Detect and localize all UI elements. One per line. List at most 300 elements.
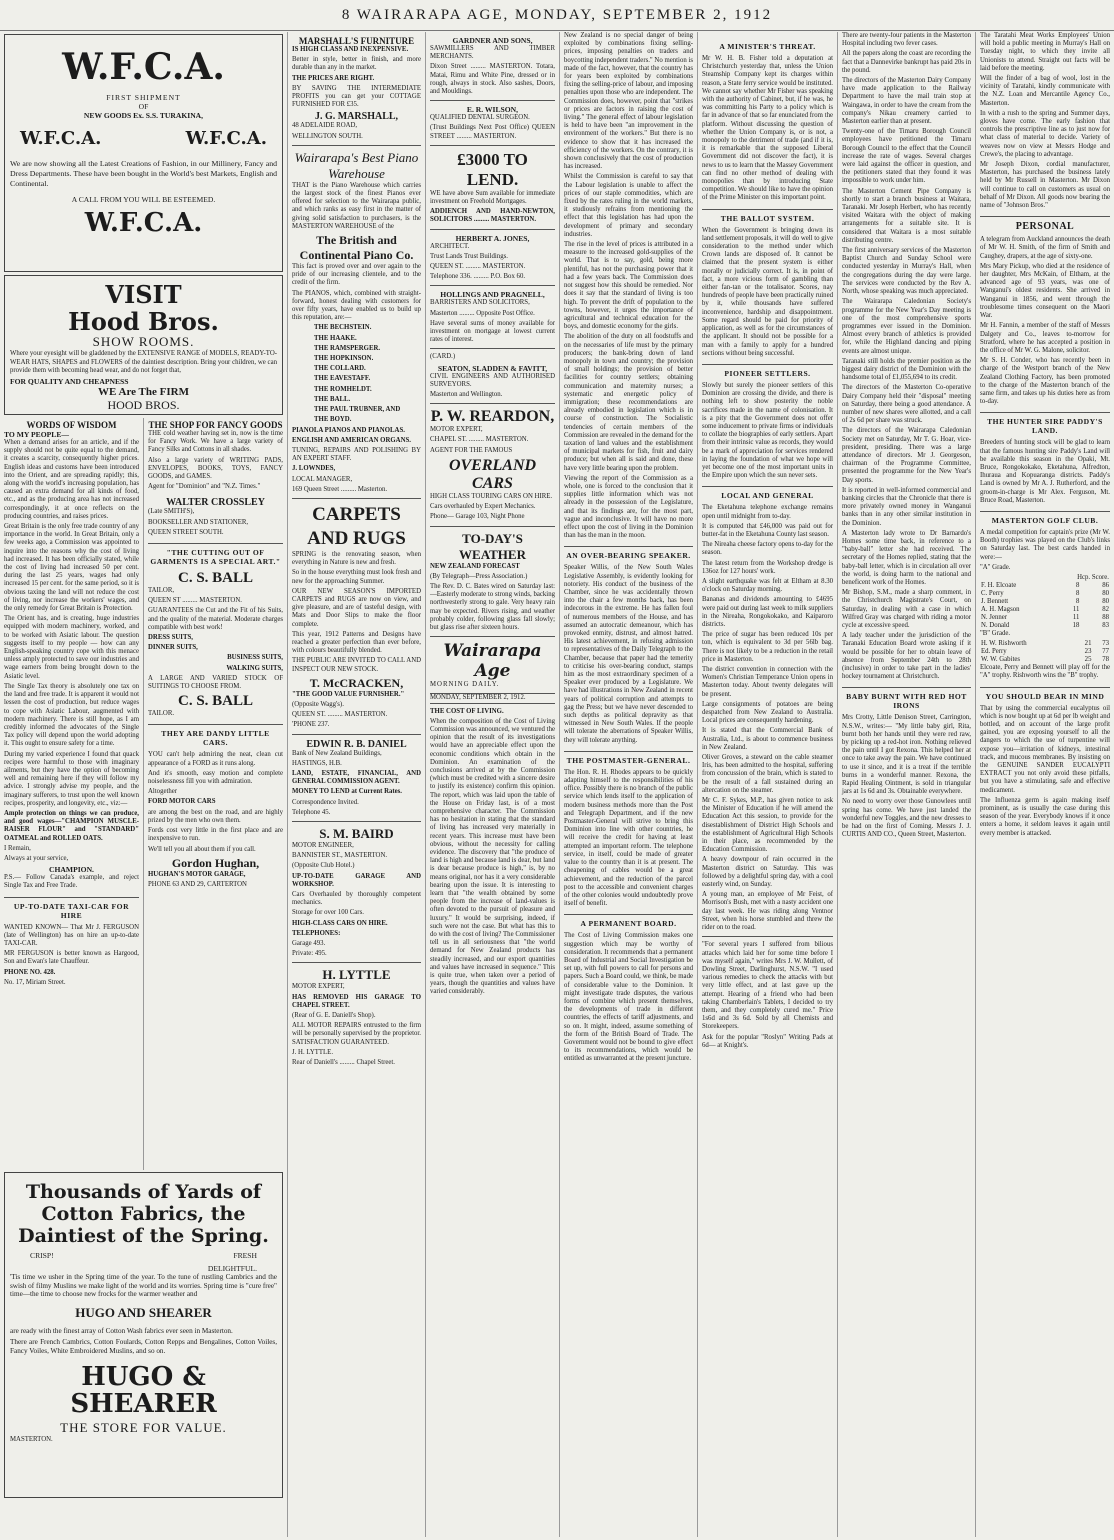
baird-hire: HIGH-CLASS CARS ON HIRE. <box>292 919 388 927</box>
carpets-title: CARPETS AND RUGS <box>307 503 406 549</box>
lend-firm: ADDIENCH AND HAND-NEWTON, SOLICITORS ......... MASTERTON. <box>430 208 555 224</box>
marshall-title: MARSHALL'S FURNITURE <box>298 36 415 46</box>
wfca-advert <box>4 34 283 272</box>
hugo-shearer-advert <box>4 1172 283 1498</box>
c4-p2: Whilst the Commission is careful to say that the Labour legislation is unable to affect the prices of our staple commodities, which are fixed by the rates ruling in the world markets, it studiously refrains from mentioning the effect that this legislation has had upon the development of primary and secondary industries. <box>564 173 693 238</box>
baird-role: MOTOR ENGINEER, <box>292 842 354 849</box>
reardon-hire: HIGH CLASS TOURING CARS ON HIRE. <box>430 492 553 500</box>
golf-score: 82 <box>1102 605 1109 613</box>
carpets-opp: (Opposite Wagg's). <box>292 700 344 708</box>
marshall-prices: THE PRICES ARE RIGHT. <box>292 74 375 82</box>
golf-score: 88 <box>1102 613 1109 621</box>
piano-makers-list <box>292 324 421 424</box>
jones-addr: Trust Lands Trust Buildings. <box>430 252 508 260</box>
hugo-body3: There are French Cambrics, Cotton Foulards, Cotton Repps and Bengalines, Cotton Voiles, Fancy Voiles, White Embroidered Muslins, and so on. <box>10 1338 277 1355</box>
ball-body: GUARANTEES the Cut and the Fit of his Suits, and the quality of the material. Moderate charges compatible with best work! <box>148 607 283 631</box>
golf-handicap: 21 <box>1084 640 1092 648</box>
carpets-phone: 'PHONE 237. <box>292 721 330 729</box>
wisdom-sign: CHAMPION. <box>49 865 94 875</box>
piano-maker: THE HOPKINSON. <box>314 355 374 363</box>
hood-quality: FOR QUALITY AND CHEAPNESS <box>10 376 129 386</box>
wfca-of: OF <box>138 101 149 111</box>
c5-p4: The Eketahuna telephone exchange remains open until midnight from to-day. <box>702 504 833 520</box>
weather-body: The Rev. D. C. Bates wired on Saturday last:—Easterly moderate to strong winds, backing northwesterly strong to gale. Very heavy rain may be expected. Rivers rising, and weather probably colder, following glass fall slowly; but glass rise after sixteen hours. <box>430 582 555 631</box>
shop-body2: Also a large variety of WRITING PADS, ENVELOPES, BOOKS, TOYS, FANCY GOODS, and GAMES. <box>148 456 283 481</box>
baird-tel: TELEPHONES: <box>292 929 341 937</box>
c5-p11: The district convention in connection with the Women's Christian Temperance Union opens in Masterton today. About twenty delegates will be present. <box>702 666 833 698</box>
c5-p8: A slight earthquake was felt at Eltham at 8.30 o'clock on Saturday morning. <box>702 577 833 594</box>
wfca-footer: W.F.C.A. <box>84 207 203 238</box>
shop-title: THE SHOP FOR FANCY GOODS <box>148 420 283 430</box>
gardner-sub: SAWMILLERS AND TIMBER MERCHANTS. <box>430 45 555 61</box>
c7-p5: A telegram from Auckland announces the death of Mr W. H. Smith, of the firm of Smith and Caughey, drapers, at the age of sixty-one. <box>980 236 1110 260</box>
gardner-title: GARDNER AND SONS, <box>452 36 533 45</box>
carpets-body3: OUR NEW SEASON'S IMPORTED CARPETS and RUGS are now on view, and give pleasure, and are of tasteful design, with Mats and Door Slips to make the floor complete. <box>292 587 421 628</box>
wilson-name: E. R. WILSON, <box>466 105 519 115</box>
reardon-agent: AGENT FOR THE FAMOUS <box>430 446 513 454</box>
golf-handicap: 25 <box>1084 656 1092 664</box>
column-6 <box>838 32 976 1537</box>
piano-body3: The PIANOS, which, combined with straight-forward, honest dealing with customers for over fifty years, have enabled us to build up this reputation, are:— <box>292 289 421 322</box>
shop-body: THE cold weather having set in, now is the time for Fancy Work. We have a large variety of Fancy Silks and Cottons in all shades. <box>148 430 283 454</box>
cars-title: THEY ARE DANDY LITTLE CARS. <box>148 724 283 747</box>
wfca-right: W.F.C.A. <box>185 127 267 149</box>
column-2 <box>288 32 426 1537</box>
lyttle-addr: Rear of Daniell's ......... Chapel Street. <box>292 1059 395 1067</box>
hugo-town: MASTERTON. <box>10 1436 53 1444</box>
column-4 <box>560 32 698 1537</box>
hugo-big: HUGO & SHEARER <box>70 1361 217 1419</box>
c6-p7: The Wairarapa Caledonian Society's programme for the New Year's Day meeting is one of the most comprehensive sports programmes ever issued in the Dominion. Almost every branch of athletics is provided for, while the Highland dancing and piping events are almost unique. <box>842 298 971 355</box>
marshall-body: Better in style, better in finish, and more durable than any in the market. <box>292 56 421 72</box>
c5-p10: The price of sugar has been reduced 10s per ton, which is equivalent to 3d per 56lb bag. There is not likely to be a reduction in the retail price in Masterton. <box>702 631 833 663</box>
gardner-body: Dixon Street ......... MASTERTON. Totara, Matai, Rimu and White Pine, dressed or in rough, always in stock. Also sashes, Doors, and Mouldings. <box>430 63 555 96</box>
piano-maker: THE BALL. <box>314 395 351 403</box>
golf-score: 80 <box>1102 597 1109 605</box>
golf-score-row <box>980 590 1110 598</box>
wfca-body: We are now showing all the Latest Creations of Fashion, in our Millinery, Fancy and Dress Departments. These have been bought in the World's best Markets, English and Continental. <box>10 158 277 188</box>
hugo-body: 'Tis time we usher in the Spring time of the year. To the tune of rustling Cambrics and the swish of filmy Muslins we make light of the world and its worries. Spring time is "cure free" time—the time to choose new frocks for the warmer weather and <box>10 1273 277 1299</box>
wisdom-remain: I Remain, <box>4 844 31 852</box>
c7-personal: PERSONAL <box>980 216 1110 232</box>
cars-call: We'll tell you all about them if you call. <box>148 845 256 853</box>
piano-maker: THE BOYD. <box>314 416 352 424</box>
words-of-wisdom-advert <box>4 418 139 1170</box>
piano-maker: THE BECHSTEIN. <box>314 324 372 332</box>
c6-p12: A Masterton lady wrote to Dr Barnardo's Homes some time back, in reference to a "baby-ball" letter she had received. The secretary of the Homes replied, stating that the baby-ball letter, which is in circulation all over the world, is doing harm to the national and beneficent work of the Homes. <box>842 529 971 586</box>
daniel-money: MONEY TO LEND at Current Rates. <box>292 788 403 796</box>
shop-agent: Agent for "Dominion" and "N.Z. Times." <box>148 483 261 491</box>
piano-role: LOCAL MANAGER, <box>292 475 353 483</box>
c4-p4: The abolition of the duty on all foodstuffs and on the necessaries of life must by the primary producers; the bank-bring down of land monopoly in town and country; the provision of small holdings; the provision of better facilities for country settlers; obtaining communication and maternity nurses; a systematic and energetic policy of immigration; these recommendations are already embodied in legislation which is in course of construction. The Socialistic tendencies of certain members of the Commission are revealed in the demand for the taxation of land values and the establishment of municipal markets for fish, fruit and dairy produce; but when all is said and done, these have very little bearing upon the problem. <box>564 333 693 472</box>
daniel-body: LAND, ESTATE, FINANCIAL, AND GENERAL COMMISSION AGENT. <box>292 769 421 786</box>
golf-score-row <box>980 622 1110 630</box>
hood-firm-name: HOOD BROS. <box>107 397 180 412</box>
jones-street: QUEEN ST. ......... MASTERTON. <box>430 263 526 271</box>
golf-player-name: A. H. Magson <box>981 605 1020 613</box>
c4-h1: AN OVER-BEARING SPEAKER. <box>564 546 693 560</box>
golf-player-name: N. Jenner <box>981 613 1008 621</box>
hood-name: Hood Bros. <box>68 307 219 337</box>
wisdom-p3: The Orient has, and is creating, huge industries equipped with modern machinery, worked, and to be worked with Asiatic labour. The question suggests itself to my people — how can any English-speaking country cope with this menace unless amply protected to save our industries and wage earners from being brought down to the Asiatic level. <box>4 615 139 680</box>
reardon-addr: CHAPEL ST. ......... MASTERTON. <box>430 436 529 444</box>
c6-p1: There are twenty-four patients in the Masterton Hospital including two fever cases. <box>842 32 971 48</box>
golf-handicap: 8 <box>1075 589 1080 597</box>
c5-p6: The Nireaha cheese factory opens to-day for the season. <box>702 541 833 557</box>
hugo-tag: THE STORE FOR VALUE. <box>60 1420 227 1436</box>
marshall-town: WELLINGTON SOUTH. <box>292 132 363 140</box>
c7-grade-a: "A" Grade. <box>980 563 1011 571</box>
hood-visit: VISIT <box>105 280 182 309</box>
baird-storage: Storage for over 100 Cars. <box>292 909 364 917</box>
ball-l2: DINNER SUITS, <box>148 644 198 652</box>
c7-bear-head: YOU SHOULD BEAR IN MIND <box>980 687 1110 701</box>
wfca-shipment: FIRST SHIPMENT <box>106 92 181 102</box>
c6-p11: It is reported in well-informed commercial and banking circles that the Chronicle that there is more privately owned money in Wanganui banks than in any other similar institution in the Dominion. <box>842 486 971 527</box>
jones-name: HERBERT A. JONES, <box>455 233 530 243</box>
golf-score-row <box>980 614 1110 622</box>
c5-p3: Slowly but surely the pioneer settlers of this Dominion are crossing the divide, and there is nothing left to show posterity the noble sacrifices made in the name of colonisation. It is a pity that the Government does not offer some inducement to private firms or individuals to collate the biographies of early settlers. Apart from their intrinsic value as records, they would be a mark of appreciation for services rendered in laying the foundation of what we hope will yet become one of the most important units in the Empire upon which the sun never sets. <box>702 381 833 480</box>
cars-body: YOU can't help admiring the neat, clean cut appearance of a FORD as it runs along. <box>148 751 283 767</box>
golf-score: 78 <box>1102 656 1109 664</box>
c6-p4: Twenty-one of the Timaru Borough Council employees have petitioned the Timaru Borough Council to the effect that the Council increase the rate of wages. Several charges were laid against the officer in question, and the petitioners stated that they found it was impossible to work under him. <box>842 128 971 185</box>
c6-baby-head: BABY BURNT WITH RED HOT IRONS <box>842 687 971 710</box>
golf-score-row <box>980 598 1110 606</box>
c5-p17: A young man, an employee of Mr Feist, of Morrison's Bush, met with a nasty accident one day last week. He was riding along Ventnor Street, when his horse stumbled and threw the rider on to the road. <box>702 891 833 932</box>
ball-l3: BUSINESS SUITS, <box>227 654 283 662</box>
hollings-addr: Masterton ......... Opposite Post Office. <box>430 309 535 317</box>
column-1 <box>0 32 288 1537</box>
daniel-bank: Bank of New Zealand Buildings, <box>292 749 382 757</box>
c4-p8: The Cost of Living Commission makes one suggestion which may be worthy of consideration. It recommends that a permanent Board of Industrial and Social Investigation be set up, with full powers to call for persons and papers. Such a Board could, we think, be made of considerable value to the Dominion. It might investigate trade disputes, the various forms of combine which present themselves, the developments of trade in different countries, the effects of tariff adjustments, and so on. It might, indeed, assume something of the form of the British Board of Trade. The Government would not be bound to give effect to its recommendations, which would be entitled as unwarranted at the present juncture. <box>564 932 693 1063</box>
hood-firm: WE Are The FIRM <box>98 385 189 398</box>
golf-handicap: 8 <box>1075 597 1080 605</box>
ball-tailor: TAILOR, <box>148 587 175 595</box>
piano-players: PIANOLA PIANOS AND PIANOLAS. <box>292 426 405 434</box>
c5-p7: The latest return from the Workshop dredge is 136oz for 127 hours' work. <box>702 559 833 575</box>
golf-score: 83 <box>1102 621 1109 629</box>
hugo-delightful: DELIGHTFUL. <box>207 1264 257 1273</box>
hollings-role: BARRISTERS AND SOLICITORS, <box>430 299 530 307</box>
cars-garage: HUGHAN'S MOTOR GARAGE, <box>148 870 246 878</box>
c4-p6: Speaker Willis, of the New South Wales Legislative Assembly, is evidently looking for notoriety. His conduct of the business of the Chamber, since he was accidentally thrown into the chair a few months back, has been indecorous in the extreme. He has fallen foul of numerous members of the House, and has assumed an autocratic demeanour, which has provoked enmity, distrust, and almost hatred. His latest achievement, in refusing admission to representatives of the Daily Telegraph to the Chamber, because that paper had the temerity to criticise his over-bearing conduct, stamps him as the most extraordinary specimen of a Speaker ever produced by a Legislature. We have had illustrations in New Zealand in recent years of political corruption and attempts to gag the Press; but we have never descended to such depths as political depravity as that witnessed in New South Wales. If the people will tolerate the aberrations of Speaker Willis, they will tolerate anything. <box>564 564 693 744</box>
baird-body: Cars Overhauled by thoroughly competent mechanics. <box>292 891 421 907</box>
c6-p5: The Masterton Cement Pipe Company is shortly to start a branch business at Waitara, Taranaki. Mr Joseph Herbert, who has recently visited Waitara with the object of making arrangements for a suitable site. It is considered that Waitara is a most suitable distributing centre. <box>842 187 971 244</box>
c6-p3: The directors of the Masterton Dairy Company have made application to the Railway Department to have the mail train stop at Waingawa, in order to have the cream from the company's Nikau creamery carried to Masterton earlier than at present. <box>842 77 971 126</box>
cars-body2: And it's smooth, easy motion and complete noiselessness fill you with admiration. <box>148 769 283 786</box>
ball-stock: A LARGE AND VARIED STOCK OF SUITINGS TO CHOOSE FROM. <box>148 674 283 691</box>
wisdom-p5: During my varied experience I found that quack recipes were harmful to those with imaginary ailments, but they have the option of becoming well and remaining here if they will follow my advice. I strongly advise my people, and the imaginary sufferers, to trust upon the well known recipes, prosperity, and longevity, etc., viz:— <box>4 750 139 807</box>
wilson-role: QUALIFIED DENTAL SURGEON. <box>430 114 530 122</box>
golf-handicap: 8 <box>1075 581 1080 589</box>
piano-name: J. LOWNDES, <box>292 465 336 473</box>
c5-p14: Oliver Groves, a steward on the cable steamer Iris, has been admitted to the hospital, suffering from concussion of the brain, which is stated to be the result of a fall sustained during an altercation on the steamer. <box>702 754 833 794</box>
wfca-title: W.F.C.A. <box>62 46 225 88</box>
hollings-body: Have several sums of money available for investment on mortgage at lowest current rates of interest. <box>430 319 555 344</box>
shop-late: (Late SMITH'S), <box>148 508 195 516</box>
cars-body3: are among the best on the road, and are highly prized by the men who own them. <box>148 808 283 824</box>
baird-garage: UP-TO-DATE GARAGE AND WORKSHOP. <box>292 872 421 888</box>
piano-tuning: TUNING, REPAIRS AND POLISHING BY AN EXPERT STAFF. <box>292 446 421 463</box>
piano-body: THAT is the Piano Warehouse which carries the largest stock of the finest Pianos ever offered for selection to the Wairarapa public, and which ranks as easy first in the matter of giving solid satisfaction to purchasers, is the MASTERTON WAREHOUSE of the <box>292 181 421 230</box>
golf-player-name: W. W. Gabites <box>981 656 1021 664</box>
carpets-tag: "THE GOOD VALUE FURNISHER." <box>292 690 405 698</box>
hood-address <box>10 413 277 415</box>
golf-score-row <box>980 582 1110 590</box>
c5-ask: Ask for the popular "Roslyn" Writing Pads at 6d— at Knight's. <box>702 1033 833 1049</box>
ball-l1: DRESS SUITS, <box>148 634 193 642</box>
fancy-goods-column <box>143 418 283 1170</box>
c5-h4: LOCAL AND GENERAL <box>702 486 833 500</box>
c6-p16: No need to worry over those Gunowlees until spring has come. We have just landed the wonderful new Toggles, and the new dresses to be had on the first of Coming. Messrs J. J. CURTIS AND CO., Queen Street, Masterton. <box>842 798 971 839</box>
c5-p12: Large consignments of potatoes are being despatched from New Zealand to Australia. Local prices are consequently hardening. <box>702 700 833 725</box>
wisdom-to: TO MY PEOPLE— <box>4 430 69 439</box>
baird-garage-no: Garage 493. <box>292 940 326 948</box>
golf-handicap: 23 <box>1084 648 1092 656</box>
piano-company: The British and Continental Piano Co. <box>299 233 414 263</box>
c5-p5: It is computed that £46,000 was paid out for butter-fat in the Eketahuna County last season. <box>702 522 833 538</box>
taxi-body2: MR FERGUSON is better known as Hargood, Son and Ewan's late Chauffeur. <box>4 950 139 966</box>
c7-p4: Mr Joseph Dixon, cordial manufacturer, Masterton, has purchased the business lately held by Mr Russell in Masterton. Mr Dixon will continue to call on customers as usual on behalf of Mr Dixon. All goods now bearing the name of "Johnson Bros." <box>980 161 1110 210</box>
reardon-role: MOTOR EXPERT, <box>430 426 483 434</box>
editorial-title: Wairarapa Age <box>443 641 542 682</box>
baird-opp: (Opposite Club Hotel.) <box>292 862 355 870</box>
c7-p8: Mr S. H. Conder, who has recently been in charge of the Westport branch of the New Zealand Clothing Factory, has been promoted to the charge of the Masterton branch of the same firm, and takes up his duties here as from to-day. <box>980 357 1110 406</box>
golf-score: 86 <box>1102 581 1109 589</box>
hugo-name: HUGO AND SHEARER <box>75 1304 212 1320</box>
reardon-name: P. W. REARDON, <box>430 408 555 426</box>
wisdom-always: Always at your service, <box>4 854 69 862</box>
c5-p13: It is stated that the Commercial Bank of Australia, Ltd., is about to commence business in New Zealand. <box>702 727 833 751</box>
c7-p10: That by using the commercial eucalyptus oil which is now bought up at 6d per lb weight and bottled, and on account of the large profit gained, you are exposing yourself to all the dangers to which the use of turpentine will expose you—irritation of kidneys, intestinal track, and mucous membranes. By insisting on the GENUINE SANDER EUCALYPTI EXTRACT you not only avoid these pitfalls, but you have a stimulating, safe and effective medicament. <box>980 704 1110 794</box>
c5-p18: "For several years I suffered from bilious attacks which laid her for some time before I was myself again," writes Mrs J. W. Mullett, of Dowling Street, Darlinghurst, N.S.W. "I used various remedies to check the attacks with but very little effect, and at last gave up the attempt. Hearing of a friend who had been taking Chamberlain's Tablets, I decided to try them, and they completely cured me." Price 1s6d and 3s 6d. Sold by all Chemists and Storekeepers. <box>702 941 833 1031</box>
daniel-corr: Correspondence Invited. <box>292 798 359 806</box>
golf-handicap: 11 <box>1072 613 1080 621</box>
wisdom-p2: Great Britain is the only free trade country of any importance in the world. In Great Britain, only a few weeks ago, a Commission was appointed to inquire into the reasons why the cost of living had increased. It has been officially stated, while the cost of living had increased 50 per cent. during the last 25 years, wages had only increased 15 per cent. for the same period, so it is obvious taxing the land will not reduce the cost of living, nor increase the workers' wages, and the only remedy for Great Britain is Protection. <box>4 523 139 613</box>
c6-p10: The directors of the Wairarapa Caledonian Society met on Saturday, Mr T. G. Hoar, vice-president, presiding. There was a large attendance of directors. Mr J. Georgeson, chairman of the Programme Committee, presented the programme for the New Year's Day sports. <box>842 427 971 484</box>
marshall-saving: BY SAVING THE INTERMEDIATE PROFITS you can get your COTTAGE FURNISHED FOR £35. <box>292 84 421 109</box>
shop-trade: BOOKSELLER AND STATIONER, <box>148 518 249 526</box>
shop-name: WALTER CROSSLEY <box>166 497 265 509</box>
c6-p2: All the papers along the coast are recording the fact that a Dannevirke bankrupt has paid 20s in the pound. <box>842 50 971 74</box>
golf-player-name: F. H. Elcoate <box>981 581 1017 589</box>
lyttle-role: MOTOR EXPERT, <box>292 983 345 991</box>
taxi-addr: No. 17, Miriam Street. <box>4 978 66 986</box>
piano-maker: THE HAAKE. <box>314 334 357 342</box>
lyttle-sign: J. H. LYTTLE. <box>292 1048 334 1056</box>
wisdom-p1: When a demand arises for an article, and if the supply should not be quite equal to the demand, it creates a scarcity, consequently higher prices. English ideas and customs have been introduced into the Orient, and are spreading rapidly; this, along with the world's increasing population, has caused an extra demand for all kinds of food, etc., and as the producing area has not increased correspondingly, it at once reflects on the producing countries, and raises prices. <box>4 439 139 520</box>
c5-p15: Mr C. F. Sykes, M.P., has given notice to ask the Minister of Education if he will amend the Education Act this session, to provide for the disestablishment of District High Schools and the establishment of Agricultural High Schools in their place, as recommended by the Education Commission. <box>702 797 833 854</box>
c7-p3: In with a rush to the spring and Summer days, gloves have come. The early fashion that controls the prescriptive line as to just now for what class of material to decide. Variety of weaves now on view at Messrs Hodge and Crewe's, the placing to advantage. <box>980 109 1110 158</box>
jones-role: ARCHITECT. <box>430 242 470 250</box>
c5-h1: A MINISTER'S THREAT. <box>719 42 816 51</box>
c4-p1: New Zealand is no special danger of being exploited by combinations fixing selling-prices, imposing penalties on traders and boycotting independent traders." No mention is made of the fact, however, that the country has for years been exploited by combinations fixing the selling-price of labour, and imposing penalties upon those who are independent. The Commission does, however, point that "strikes or prices are factors in raising the cost of living." The general effect of labour legislation is held to have been "an improvement in the environment of the workers." But there is no evidence to show that it has increased the efficiency of the workers. On the contrary, it is shown conclusively that the cost of production has increased. <box>564 32 693 171</box>
golf-score: 77 <box>1102 648 1109 656</box>
hood-rooms: SHOW ROOMS. <box>92 334 195 350</box>
golf-score: 80 <box>1102 589 1109 597</box>
c6-p13: Mr Bishop, S.M., made a sharp comment, in the Christchurch Magistrate's Court, on Saturday, in dealing with a case in which Wilfred Gray was charged with riding a motor cycle at excessive speed. <box>842 589 971 630</box>
golf-hcp-header: Hcp. Score. <box>1077 573 1109 581</box>
ball-name2: C. S. BALL <box>177 693 254 710</box>
hugo-title: Thousands of Yards of Cotton Fabrics, the Daintiest of the Spring. <box>18 1181 269 1247</box>
golf-score-row <box>980 656 1110 664</box>
lyttle-name: H. LYTTLE <box>322 967 391 983</box>
wfca-call: A CALL FROM YOU WILL BE ESTEEMED. <box>71 194 216 204</box>
marshall-addr: 48 ADELAIDE ROAD, <box>292 122 358 130</box>
column-5 <box>698 32 838 1537</box>
column-7 <box>976 32 1114 1537</box>
golf-score-row <box>980 648 1110 656</box>
seaton-addr: Masterton and Wellington. <box>430 391 503 399</box>
piano-body2: This fact is proved over and over again to the pride of our increasing clientele, and to the credit of the firm. <box>292 263 421 287</box>
c7-paddy-head: THE HUNTER SIRE PADDY'S LAND. <box>980 412 1110 435</box>
c5-p16: A heavy downpour of rain occurred in the Masterton district on Saturday. This was followed by a delightful spring day, with a cool easterly wind, on Sunday. <box>702 856 833 889</box>
seaton-card: (CARD.) <box>430 353 456 361</box>
cars-phone: PHONE 63 AND 29, CARTERTON <box>148 880 247 888</box>
ball-head: "THE CUTTING OUT OF GARMENTS IS A SPECIAL ART." <box>148 543 283 566</box>
lend-body: WE have above Sum available for immediate investment on Freehold Mortgages. <box>430 189 555 206</box>
c5-h3: PIONEER SETTLERS. <box>702 364 833 378</box>
wisdom-title: WORDS OF WISDOM <box>26 420 117 430</box>
c4-h2: THE POSTMASTER-GENERAL. <box>564 751 693 765</box>
wfca-goods: NEW GOODS Ex. S.S. TURAKINA, <box>83 110 204 120</box>
golf-score-row <box>980 640 1110 648</box>
weather-by: (By Telegraph—Press Association.) <box>430 572 528 580</box>
golf-scores-b <box>980 640 1110 664</box>
golf-scores-a <box>980 574 1110 630</box>
c4-p3: The rise in the level of prices is attributed in a measure to the increased gold-supplies of the world. That is to say, gold, being more plentiful, has not the purchasing power that it had a few years back. The Commission does not suggest how this should be remedied. Nor does it say that the standard of living is too high. To prevent the drift of population to the towns, however, it urges the importance of agricultural and technical education for the boys, and domestic economy for the girls. <box>564 241 693 331</box>
golf-header-row <box>980 574 1110 582</box>
c6-p9: The directors of the Masterton Co-operative Dairy Company held their "disposal" meeting on Saturday, there being a good attendance. A number of new shares were allotted, and a call of 2s 6d per share was struck. <box>842 384 971 425</box>
wisdom-p4: The Single Tax theory is absolutely one tax on the land and free trade. It is apparent it would not lessen the cost of production, but reduce wages to cope with Asiatic Labour, augmented with modern machinery. There is still hope, as I am credibly informed the advocates of the Single Tax policy will depend upon the world adopting it. This ought to ensure safety for a time. <box>4 682 139 748</box>
c5-h2: THE BALLOT SYSTEM. <box>702 209 833 223</box>
golf-player-name: Ed. Perry <box>981 648 1007 656</box>
c7-grade-b: "B" Grade. <box>980 629 1011 637</box>
reardon-cars: OVERLAND CARS <box>448 456 537 492</box>
ball-l4: WALKING SUITS, <box>226 664 283 672</box>
c4-h3: A PERMANENT BOARD. <box>564 914 693 928</box>
ball-tailor2: TAILOR. <box>148 710 175 718</box>
masthead: 8 WAIRARAPA AGE, MONDAY, SEPTEMBER 2, 1912 <box>0 0 1114 31</box>
column-3 <box>426 32 560 1537</box>
c7-p7: Mr H. Fannin, a member of the staff of Messrs Dalgety and Co., leaves to-morrow for Stratford, where he has accepted a position in the office of Mr W. G. Malone, solicitor. <box>980 322 1110 354</box>
hood-body: Where your eyesight will be gladdened by the EXTENSIVE RANGE of MODELS, READY-TO-WEAR HATS, SHAPES and FLOWERS of the daintiest description. Bring your children, we can provide them with becoming head wear, and do not forget that, <box>10 350 277 374</box>
editorial-sub: MORNING DAILY. <box>430 681 500 689</box>
reardon-phone: Phone— Garage 103, Night Phone <box>430 513 525 521</box>
wilson-addr: (Trust Buildings Next Post Office) QUEEN STREET ......... MASTERTON. <box>430 124 555 140</box>
weather-sub: NEW ZEALAND FORECAST <box>430 562 520 570</box>
baird-private: Private: 495. <box>292 950 327 958</box>
wfca-left: W.F.C.A. <box>20 127 102 149</box>
c5-p2: When the Government is bringing down its land settlement proposals, it will do well to give consideration to the method under which Crown lands are disposed of. It cannot be claimed that the present system is either morally or judicially correct. It is, in point of fact, a more vicious form of gambling than either fan-tan or the totalisator. Scores, nay hundreds of people have been practically ruined by it, while thousands have suffered inconvenience, hardship and disappointment. Some regard should be paid for priority of application, as well as for the circumstances of the applicant. It should not be possible for a man with a family to apply for a hundred sections without being successful. <box>702 226 833 357</box>
golf-handicap: 18 <box>1072 621 1080 629</box>
marshall-name: J. G. MARSHALL, <box>314 111 399 123</box>
marshall-sub: IS HIGH CLASS AND INEXPENSIVE. <box>292 46 409 53</box>
c7-golf-note: Elcoate, Perry and Bennett will play off for the "A" trophy. Rishworth wins the "B" trophy. <box>980 664 1110 680</box>
carpets-invite: THE PUBLIC ARE INVITED TO CALL AND INSPECT OUR NEW STOCK. <box>292 657 422 673</box>
hugo-body2: are ready with the finest array of Cotton Wash fabrics ever seen in Masterton. <box>10 1326 233 1335</box>
golf-player-name: N. Donald <box>981 621 1010 629</box>
hollings-title: HOLLINGS AND PRAGNELL, <box>440 290 545 300</box>
piano-title: Wairarapa's Best Piano Warehouse <box>294 149 419 181</box>
shop-addr: QUEEN STREET SOUTH. <box>148 528 224 536</box>
c7-p6: Mrs Mary Pickup, who died at the residence of her daughter, Mrs McKain, of Eltham, at the advanced age of 93 years, was one of Wanganui's oldest residents. She arrived in Wanganui in 1856, and went through the troublesome times consequent on the Maori War. <box>980 262 1110 320</box>
cars-name: Gordon Hughan, <box>171 855 260 870</box>
carpets-body: SPRING is the renovating season, when everything in Nature is new and fresh. <box>292 550 421 567</box>
c7-golf-intro: A medal competition for captain's prize (Mr W. Booth) trophies was played on the Club's links on Saturday last. The best cards handed in were:— <box>980 528 1110 561</box>
weather-title: TO-DAY'S WEATHER <box>459 530 526 562</box>
c7-p1: The Taratahi Meat Works Employees' Union will hold a public meeting in Murray's Hall on Tuesday night, to which they invite all Unionists to attend. Straight out facts will be laid before the meeting. <box>980 32 1110 72</box>
hugo-fresh: FRESH <box>233 1251 257 1260</box>
c7-p11: The Influenza germ is again making itself prominent, as is usually the case during this season of the year. Everybody knows if it once enters a home, it seldom leaves it again until every member is attacked. <box>980 796 1110 837</box>
baird-name: S. M. BAIRD <box>319 826 394 841</box>
baird-addr: BANNISTER ST., MASTERTON. <box>292 852 388 860</box>
c6-p6: The first anniversary services of the Masterton Baptist Church and Sunday School were conducted yesterday in Murray's Hall, when the congregations during the day were large. The services were conducted by the Rev A. North, whose speaking was much appreciated. <box>842 247 971 296</box>
piano-maker: THE RAMSPERGER. <box>314 344 381 352</box>
piano-maker: THE EAVESTAFF. <box>314 375 371 383</box>
lyttle-sub: HAS REMOVED HIS GARAGE TO CHAPEL STREET. <box>292 993 421 1009</box>
carpets-body2: So in the house everything must look fresh and new for the approaching Summer. <box>292 569 421 585</box>
seaton-role: CIVIL ENGINEERS AND AUTHORISED SURVEYORS. <box>430 372 555 388</box>
golf-score: 73 <box>1102 640 1109 648</box>
taxi-title: UP-TO-DATE TAXI-CAR FOR HIRE <box>4 897 139 920</box>
ball-addr: QUEEN ST ......... MASTERTON. <box>148 597 242 605</box>
piano-maker: THE ROMHELDT. <box>314 385 372 393</box>
cars-motor: FORD MOTOR CARS <box>148 798 216 806</box>
golf-player-name: C. Perry <box>981 589 1004 597</box>
cost-body: When the composition of the Cost of Living Commission was announced, we ventured the opinion that the result of its investigations would have an appreciable effect upon the economic conditions which obtain in the Dominion. An examination of the conclusions arrived at by the Commission (which must be credited with a sincere desire to justify its existence) confirm this opinion. The report, which was laid upon the table of the House on Friday last, is of a most comprehensive character. The Commission has no hesitation in stating that the standard of living has increased very materially in recent years. This increase must have been obvious, without the necessity for calling evidence. The discovery that "the produce of land is high and because land is dear, but land is dear because produce is high," is, by no means original, nor has it a very considerable bearing upon the issue. It is interesting to learn that "the wealth obtained by some people from the increase of land-values is often devoted to the pursuit of pleasure and luxury." It would be surprising, indeed, if such were not the case. But what has this to do with the cost of living? The Commissioner tell us in all seriousness that "the world demand for New Zealand products has steadily increased, and our export quantities and values have increased in sequence." This is quite true, when taken over a period of years, though the quantities and values have varied considerably. <box>430 717 555 996</box>
hood-bros-advert <box>4 275 283 415</box>
editorial-date: MONDAY, SEPTEMBER 2, 1912. <box>430 693 555 703</box>
c6-p8: Taranaki still holds the premier position as the biggest dairy district of the Dominion with the handsome total of £1,055,694 to its credit. <box>842 357 971 382</box>
c7-p2: Will the finder of a bag of wool, lost in the vicinity of Taratahi, kindly communicate with the N.Z. Loan and Mercantile Agency Co., Masterton. <box>980 75 1110 107</box>
c7-p9: Breeders of hunting stock will be glad to learn that the famous hunting sire Paddy's Land will be available this season in the Opaki, Mt. Bruce, Rongokokako, Eketahuna, Alfredton, Ihuraua and Kopuaranga districts. Paddy's Land is owned by Mr A. J. Rutherford, and the groom-in-charge is Mr Alex. Ferguson, Mt. Bruce Road, Masterton. <box>980 439 1110 504</box>
golf-player-name: H. W. Rishworth <box>981 640 1027 648</box>
ball-name: C. S. BALL <box>177 570 254 587</box>
reardon-over: Cars overhauled by Expert Mechanics. <box>430 503 536 511</box>
lyttle-body: ALL MOTOR REPAIRS entrusted to the firm will be personally supervised by the proprietor. SATISFACTION GUARANTEED. <box>292 1022 421 1046</box>
jones-tel: Telephone 336. ......... P.O. Box 60. <box>430 273 526 281</box>
lyttle-rear: (Rear of G. E. Daniell's Shop). <box>292 1012 376 1020</box>
seaton-name: SEATON, SLADDEN & FAVITT, <box>437 363 548 373</box>
lend-title: £3000 TO LEND. <box>457 149 528 189</box>
c7-golf-head: MASTERTON GOLF CLUB. <box>980 511 1110 525</box>
carpets-body4: This year, 1912 Patterns and Designs have reached a greater perfection than ever before, with colours beautifully blended. <box>292 630 421 655</box>
wisdom-ps: P.S.— Follow Canada's example, and reject Single Tax and Free Trade. <box>4 874 139 890</box>
c5-p1: Mr W. H. B. Fisher told a deputation at Christchurch yesterday that, unless the Union Steamship Company kept its charges within reason, a State ferry service would be instituted. We cannot say whether Mr Fisher was speaking with the authority of Cabinet, but, if he was, he was committing his Party to a policy which is far in advance of that so far enunciated from the platform. Without discussing the question of whether the Union Company is, or is not, a monopoly to the detriment of trade (and if it is, it is remarkable that the supposed Liberal Government did not discover the fact), it is news to us to learn that the Massey Government can find no other method of dealing with monopolies than by introducing State competition. We should like to have the opinion of the Prime Minister on this important point. <box>702 55 833 202</box>
carpets-addr: QUEEN ST. ......... MASTERTON. <box>292 711 388 719</box>
golf-score-row <box>980 606 1110 614</box>
daniel-town: HASTINGS, H.B. <box>292 759 342 767</box>
hugo-crisp: CRISP! <box>30 1251 54 1260</box>
piano-addr: 169 Queen Street ......... Masterton. <box>292 485 388 493</box>
taxi-body: WANTED KNOWN— That Mr J. FERGUSON (late of Wellington) has on hire an up-to-date TAXI-CAR. <box>4 923 139 947</box>
daniel-tel: Telephone 45. <box>292 808 331 816</box>
piano-maker: THE PAUL TRUBNER, AND <box>314 406 401 414</box>
c6-p14: A lady teacher under the jurisdiction of the Taranaki Education Board wrote asking if it would be possible for her to obtain leave of absence from September 24th to 28th (inclusive) in order to take part in the ladies' hockey tournament at Christchurch. <box>842 632 971 681</box>
c4-p5: Viewing the report of the Commission as a whole, one is forced to the conclusion that it supplies little information which was not already in the possession of the Legislature, and that its findings are, for the most part, vague and inconclusive. It will have no more effect upon the cost of living in the Dominion than has the man in the moon. <box>564 474 693 540</box>
c4-p7: The Hon. R. H. Rhodes appears to be quickly adapting himself to the responsibilities of his office. Possibly there is no branch of the public service which lends itself to the application of modern business methods more than the Post and Telegraph Department, and if the new Postmaster-General will strive to bring this Dominion into line with other countries, he will receive the credit for having at least attempted an important reform. The telephone service, in itself, could be made of greater value to the country than it is at present. The cheapening of cables would be a great achievement, and the reduction of the parcel post to the accessible and convenient charges of the other colonies would undoubtedly prove itself of benefit. <box>564 768 693 908</box>
cars-together: Altogether <box>148 788 178 796</box>
c6-p15: Mrs Crotty, Little Denison Street, Carrington, N.S.W., writes:— "My little baby girl, Rita, burnt both her hands until they were red raw, by picking up a red-hot iron. Nothing relieved the pain until I got Rexona. This helped her at once to take away the pain. We have continued to use it since, and it is a treat if the terrible burns in a wonderful manner. Rexona, the Rapid Healing Ointment, is sold in triangular jars at 1s 6d and 3s. Obtainable everywhere. <box>842 714 971 796</box>
taxi-phone: PHONE NO. 428. <box>4 968 56 976</box>
golf-player-name: J. Bennett <box>981 597 1009 605</box>
wisdom-p6: Ample protection on things we can produce, and good wages—"CHAMPION MUSCLE-RAISER FLOUR" and "STANDARD" OATMEAL and ROLLED OATS. <box>4 809 139 842</box>
c5-p9: Bananas and dividends amounting to £4695 were paid out during last week to milk suppliers in the Nireaha, Rongokokako, and Kaiparoro districts. <box>702 596 834 628</box>
piano-maker: THE COLLARD. <box>314 365 366 373</box>
golf-handicap: 11 <box>1072 605 1080 613</box>
carpets-name: T. McCRACKEN, <box>309 675 404 690</box>
